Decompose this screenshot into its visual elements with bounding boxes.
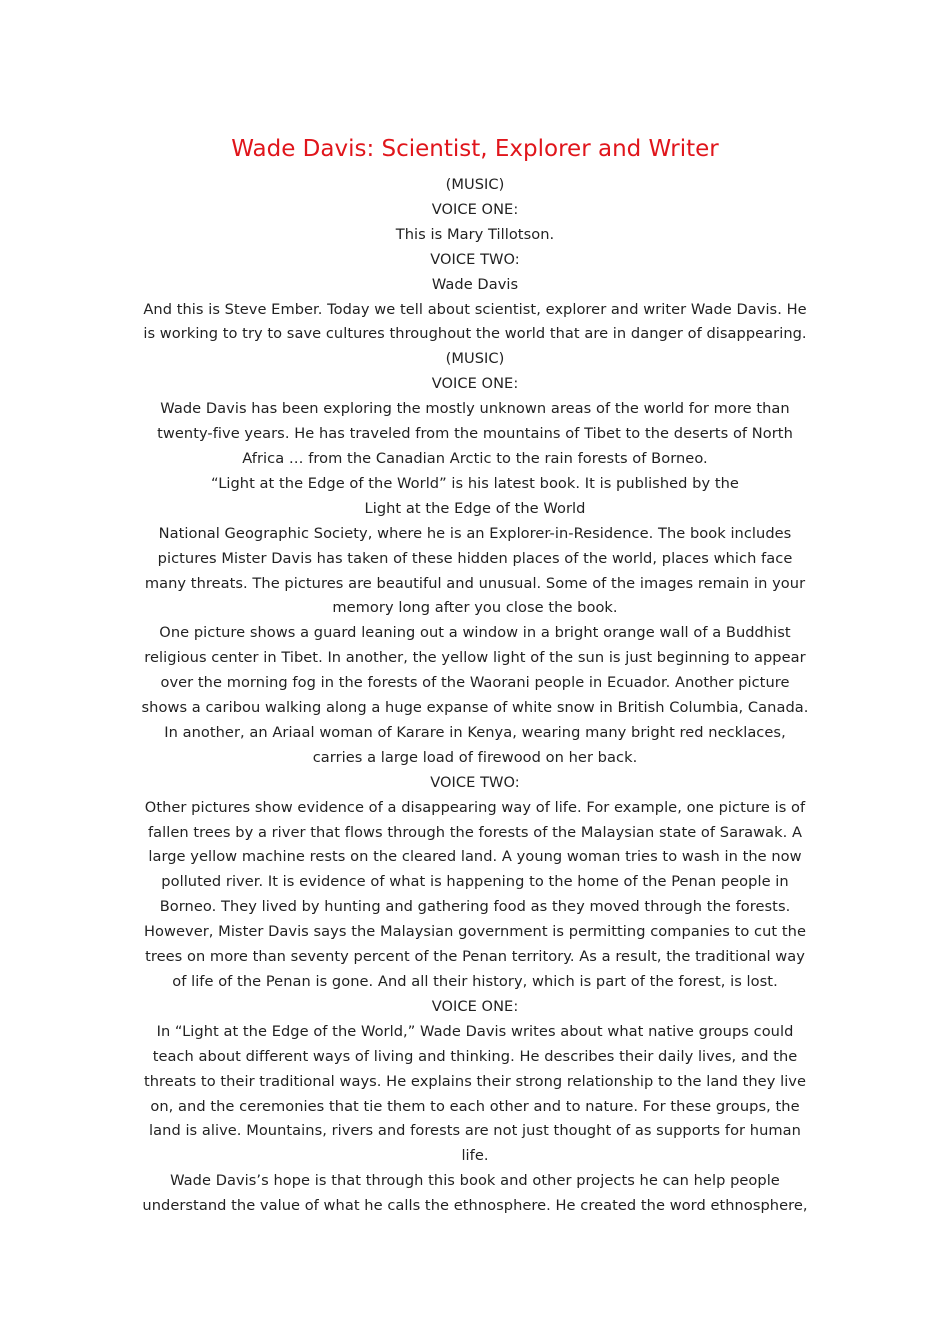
document-page [140,132,810,1219]
paragraph: VOICE TWO: [430,773,520,791]
paragraph: One picture shows a guard leaning out a window in a bright orange wall of a Buddhist religious center in Tibet. In another, the yellow light of the sun is just beginning to appear over the morning fog in the forests of the Waorani people in Ecuador. Another picture shows a caribou walking along a huge expanse of white snow in British Columbia, Canada. In another, an Ariaal woman of Karare in Kenya, wearing many bright red necklaces, carries a large load of firewood on her back. [141,624,809,766]
paragraph: Other pictures show evidence of a disappearing way of life. For example, one picture is of fallen trees by a river that flows through the forests of the Malaysian state of Sarawak. A large yellow machine rests on the cleared land. A young woman tries to wash in the now polluted river. It is evidence of what is happening to the home of the Penan people in Borneo. They lived by hunting and gathering food as they moved through the forests. However, Mister Davis says the Malaysian government is permitting companies to cut the trees on more than seventy percent of the Penan territory. As a result, the traditional way of life of the Penan is gone. And all their history, which is part of the forest, is lost. [144,798,806,990]
paragraph: National Geographic Society, where he is an Explorer-in-Residence. The book includes pictures Mister Davis has taken of these hidden places of the world, places which face many threats. The pictures are beautiful and unusual. Some of the images remain in your memory long after you close the book. [144,524,806,617]
paragraph: VOICE ONE: [431,200,519,218]
paragraph: Wade Davis [431,275,519,293]
paragraph: In “Light at the Edge of the World,” Wade Davis writes about what native groups could teach about different ways of living and thinking. He describes their daily lives, and the threats to their traditional ways. He explains their strong relationship to the land they live on, and the ceremonies that tie them to each other and to nature. For these groups, the land is alive. Mountains, rivers and forests are not just thought of as supports for human life. [143,1022,807,1165]
paragraph: (MUSIC) [445,350,505,368]
paragraph: (MUSIC) [445,176,505,193]
paragraph: And this is Steve Ember. Today we tell about scientist, explorer and writer Wade Davis. He is working to try to save cultures throughout the world that are in danger of disappearing. [143,300,807,343]
document-body [140,173,810,1219]
paragraph: This is Mary Tillotson. [395,225,555,243]
paragraph: “Light at the Edge of the World” is his latest book. It is published by the [211,474,739,492]
document-title: Wade Davis: Scientist, Explorer and Writer [231,136,719,162]
paragraph: VOICE ONE: [431,997,519,1015]
paragraph: VOICE TWO: [430,250,520,268]
paragraph: VOICE ONE: [431,375,519,393]
paragraph: Light at the Edge of the World [364,499,586,517]
paragraph: Wade Davis’s hope is that through this book and other projects he can help people understand the value of what he calls the ethnosphere. He created the word ethnosphere, [142,1172,808,1215]
paragraph: Wade Davis has been exploring the mostly unknown areas of the world for more than twenty-five years. He has traveled from the mountains of Tibet to the deserts of North Africa … from the Canadian Arctic to the rain forests of Borneo. [157,400,793,467]
